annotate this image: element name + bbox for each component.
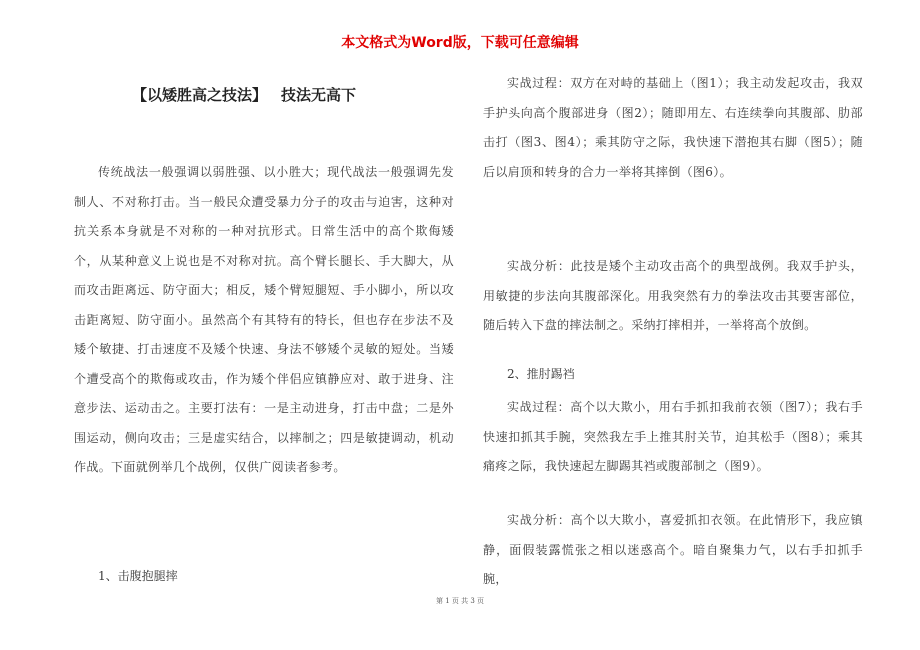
page-footer: 第 1 页 共 3 页: [435, 597, 485, 605]
title-part-1: 【以矮胜高之技法】: [132, 86, 268, 104]
paragraph-practice-2: 实战过程：高个以大欺小，用右手抓扣我前衣领（图7）；我右手快速扣抓其手腕，突然我左手上推其肘关节，迫其松手（图8）；乘其痛疼之际，我快速起左脚踢其裆或腹部制之（图9）。: [483, 400, 863, 473]
section-heading-2: 2、推肘踢裆: [507, 367, 575, 381]
document-title: [132, 85, 356, 105]
document-banner: 本文格式为Word版，下载可任意编辑: [341, 35, 579, 51]
intro-paragraph: 传统战法一般强调以弱胜强、以小胜大；现代战法一般强调先发制人、不对称打击。当一般民众遭受暴力分子的攻击与迫害，这种对抗关系本身就是不对称的一种对抗形式。日常生活中的高个欺侮矮个，从某种意义上说也是不对称对抗。高个臂长腿长、手大脚大，从而攻击距离远、防守面大；相反，矮个臂短腿短、手小脚小，所以攻击距离短、防守面小。虽然高个有其特有的特长，但也存在步法不及矮个敏捷、打击速度不及矮个快速、身法不够矮个灵敏的短处。当矮个遭受高个的欺侮或攻击，作为矮个伴侣应镇静应对、敢于进身、注意步法、运动击之。主要打法有：一是主动进身，打击中盘；二是外围运动，侧向攻击；三是虚实结合，以摔制之；四是敏捷调动，机动作战。下面就例举几个战例，仅供广阅读者参考。: [74, 165, 454, 474]
section-heading-1: 1、击腹抱腿摔: [98, 569, 178, 583]
paragraph-analysis-1: 实战分析：此技是矮个主动攻击高个的典型战例。我双手护头，用敏捷的步法向其腹部深化。用我突然有力的拳法攻击其要害部位，随后转入下盘的摔法制之。采纳打摔相并，一举将高个放倒。: [483, 259, 863, 332]
title-part-2: 技法无高下: [281, 86, 357, 104]
paragraph-practice-1: 实战过程：双方在对峙的基础上（图1）；我主动发起攻击，我双手护头向高个腹部进身（图2）；随即用左、右连续拳向其腹部、肋部击打（图3、图4）；乘其防守之际，我快速下潜抱其右脚（图5）；随后以肩顶和转身的合力一举将其摔倒（图6）。: [483, 76, 863, 179]
paragraph-analysis-2: 实战分析：高个以大欺小，喜爱抓扣衣领。在此情形下，我应镇静，面假装露慌张之相以迷惑高个。暗自聚集力气，以右手扣抓手腕，: [483, 513, 863, 586]
